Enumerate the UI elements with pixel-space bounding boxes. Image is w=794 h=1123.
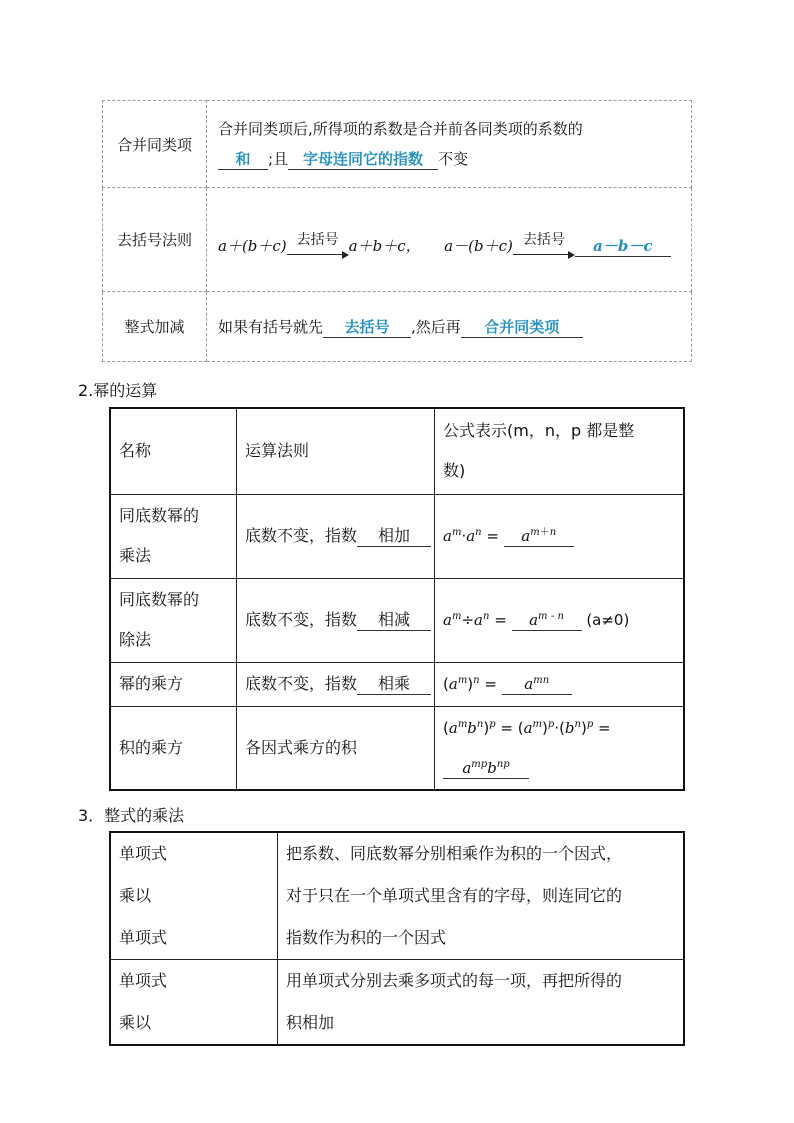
expr2-left: a－(b＋c) (444, 236, 513, 255)
blank-remove-brackets: 去括号 (323, 317, 411, 338)
arrow-right-icon (568, 251, 575, 259)
rule-text: 底数不变，指数 (245, 526, 358, 545)
table-row (103, 292, 692, 362)
condition-a-nonzero: (a≠0) (586, 611, 630, 629)
arrow-remove-brackets-1 (287, 231, 349, 261)
blank-a-m-minus-n: $a^{m - n}$ (512, 610, 582, 631)
rule-mono-by-mono: 把系数、同底数幂分别相乘作为积的一个因式， 对于只在一个单项式里含有的字母，则连同它的 指数作为积的一个因式 (278, 832, 685, 960)
blank-expr2-right: a－b－c (575, 236, 671, 257)
text-unchanged: 不变 (438, 150, 469, 168)
row-label-combine: 合并同类项 (103, 101, 207, 188)
blank-letters-exponent: 字母连同它的指数 (288, 149, 438, 170)
table-row (110, 662, 684, 706)
rule-text: 底数不变，指数 (245, 610, 358, 629)
table-row (110, 832, 684, 960)
expr1-right: a＋b＋c， (348, 236, 421, 255)
operations-table (102, 100, 692, 362)
name-power-of-product: 积的乘方 (110, 706, 237, 790)
formula-power-of-product: $(a^mb^n)^p = (a^m)^p\cdot(b^n)^p$ = $a^{mp}b^{np}$ (435, 706, 685, 790)
blank-a-m-plus-n: $a^{m+n}$ (504, 526, 574, 547)
name-power-of-power: 幂的乘方 (110, 662, 237, 706)
table-row (110, 960, 684, 1046)
text-and: ;且 (268, 150, 289, 168)
formula-divide: $a^m\div a^n = a^{m - n}$ (a≠0) (435, 578, 685, 662)
row-label-brackets: 去括号法则 (103, 188, 207, 292)
formula-power-of-power: $(a^m)^n = a^{mn}$ (435, 662, 685, 706)
expr1-left: a＋(b＋c) (218, 236, 287, 255)
arrow-remove-brackets-2 (513, 231, 575, 261)
arrow-label-2: 去括号 (522, 231, 565, 248)
blank-multiply: 相乘 (357, 674, 431, 695)
section-title-multiplication: 3．整式的乘法 (78, 806, 185, 825)
table-row (110, 706, 684, 790)
header-name: 名称 (110, 408, 237, 494)
table-row: 同底数幂的 除法 底数不变，指数 相减 $a^m\div a^n = a^{m - n}$ (a≠0) (110, 578, 684, 662)
row-label-add-subtract: 整式加减 (103, 292, 207, 362)
header-formula: 公式表示(m，n，p 都是整 数) (435, 408, 685, 494)
table-row: 同底数幂的 乘法 底数不变，指数 相加 $a^m\cdot a^n = a^{m+n}$ (110, 494, 684, 578)
table-row (103, 101, 692, 188)
blank-add: 相加 (357, 526, 431, 547)
rule-text: 底数不变，指数 (245, 674, 358, 693)
blank-he: 和 (218, 149, 268, 170)
power-operations-table (109, 407, 685, 791)
formula-multiply: $a^m\cdot a^n = a^{m+n}$ (435, 494, 685, 578)
blank-subtract: 相减 (357, 610, 431, 631)
name-same-base-divide: 同底数幂的 (119, 590, 200, 609)
label-mono-by-poly: 单项式 乘以 (110, 960, 278, 1046)
name-same-base-multiply: 同底数幂的 (119, 506, 200, 525)
combine-rule-line1: 合并同类项后,所得项的系数是合并前各同类项的系数的 (218, 120, 583, 138)
header-rule: 运算法则 (237, 408, 435, 494)
rule-mono-by-poly: 用单项式分别去乘多项式的每一项，再把所得的 积相加 (278, 960, 685, 1046)
blank-a-mn: $a^{mn}$ (502, 674, 572, 695)
blank-combine-like-terms: 合并同类项 (461, 317, 583, 338)
table-header-row (110, 408, 684, 494)
section-title-powers: 2.幂的运算 (78, 381, 158, 400)
rule-text: 各因式乘方的积 (237, 706, 435, 790)
blank-a-mp-b-np: $a^{mp}b^{np}$ (443, 758, 529, 779)
polynomial-multiplication-table (109, 831, 685, 1046)
text-then: ,然后再 (411, 317, 461, 336)
arrow-right-icon (342, 251, 349, 259)
text-if-brackets: 如果有括号就先 (218, 317, 324, 336)
arrow-label-1: 去括号 (296, 231, 339, 248)
label-mono-by-mono: 单项式 乘以 单项式 (110, 832, 278, 960)
table-row (103, 188, 692, 292)
